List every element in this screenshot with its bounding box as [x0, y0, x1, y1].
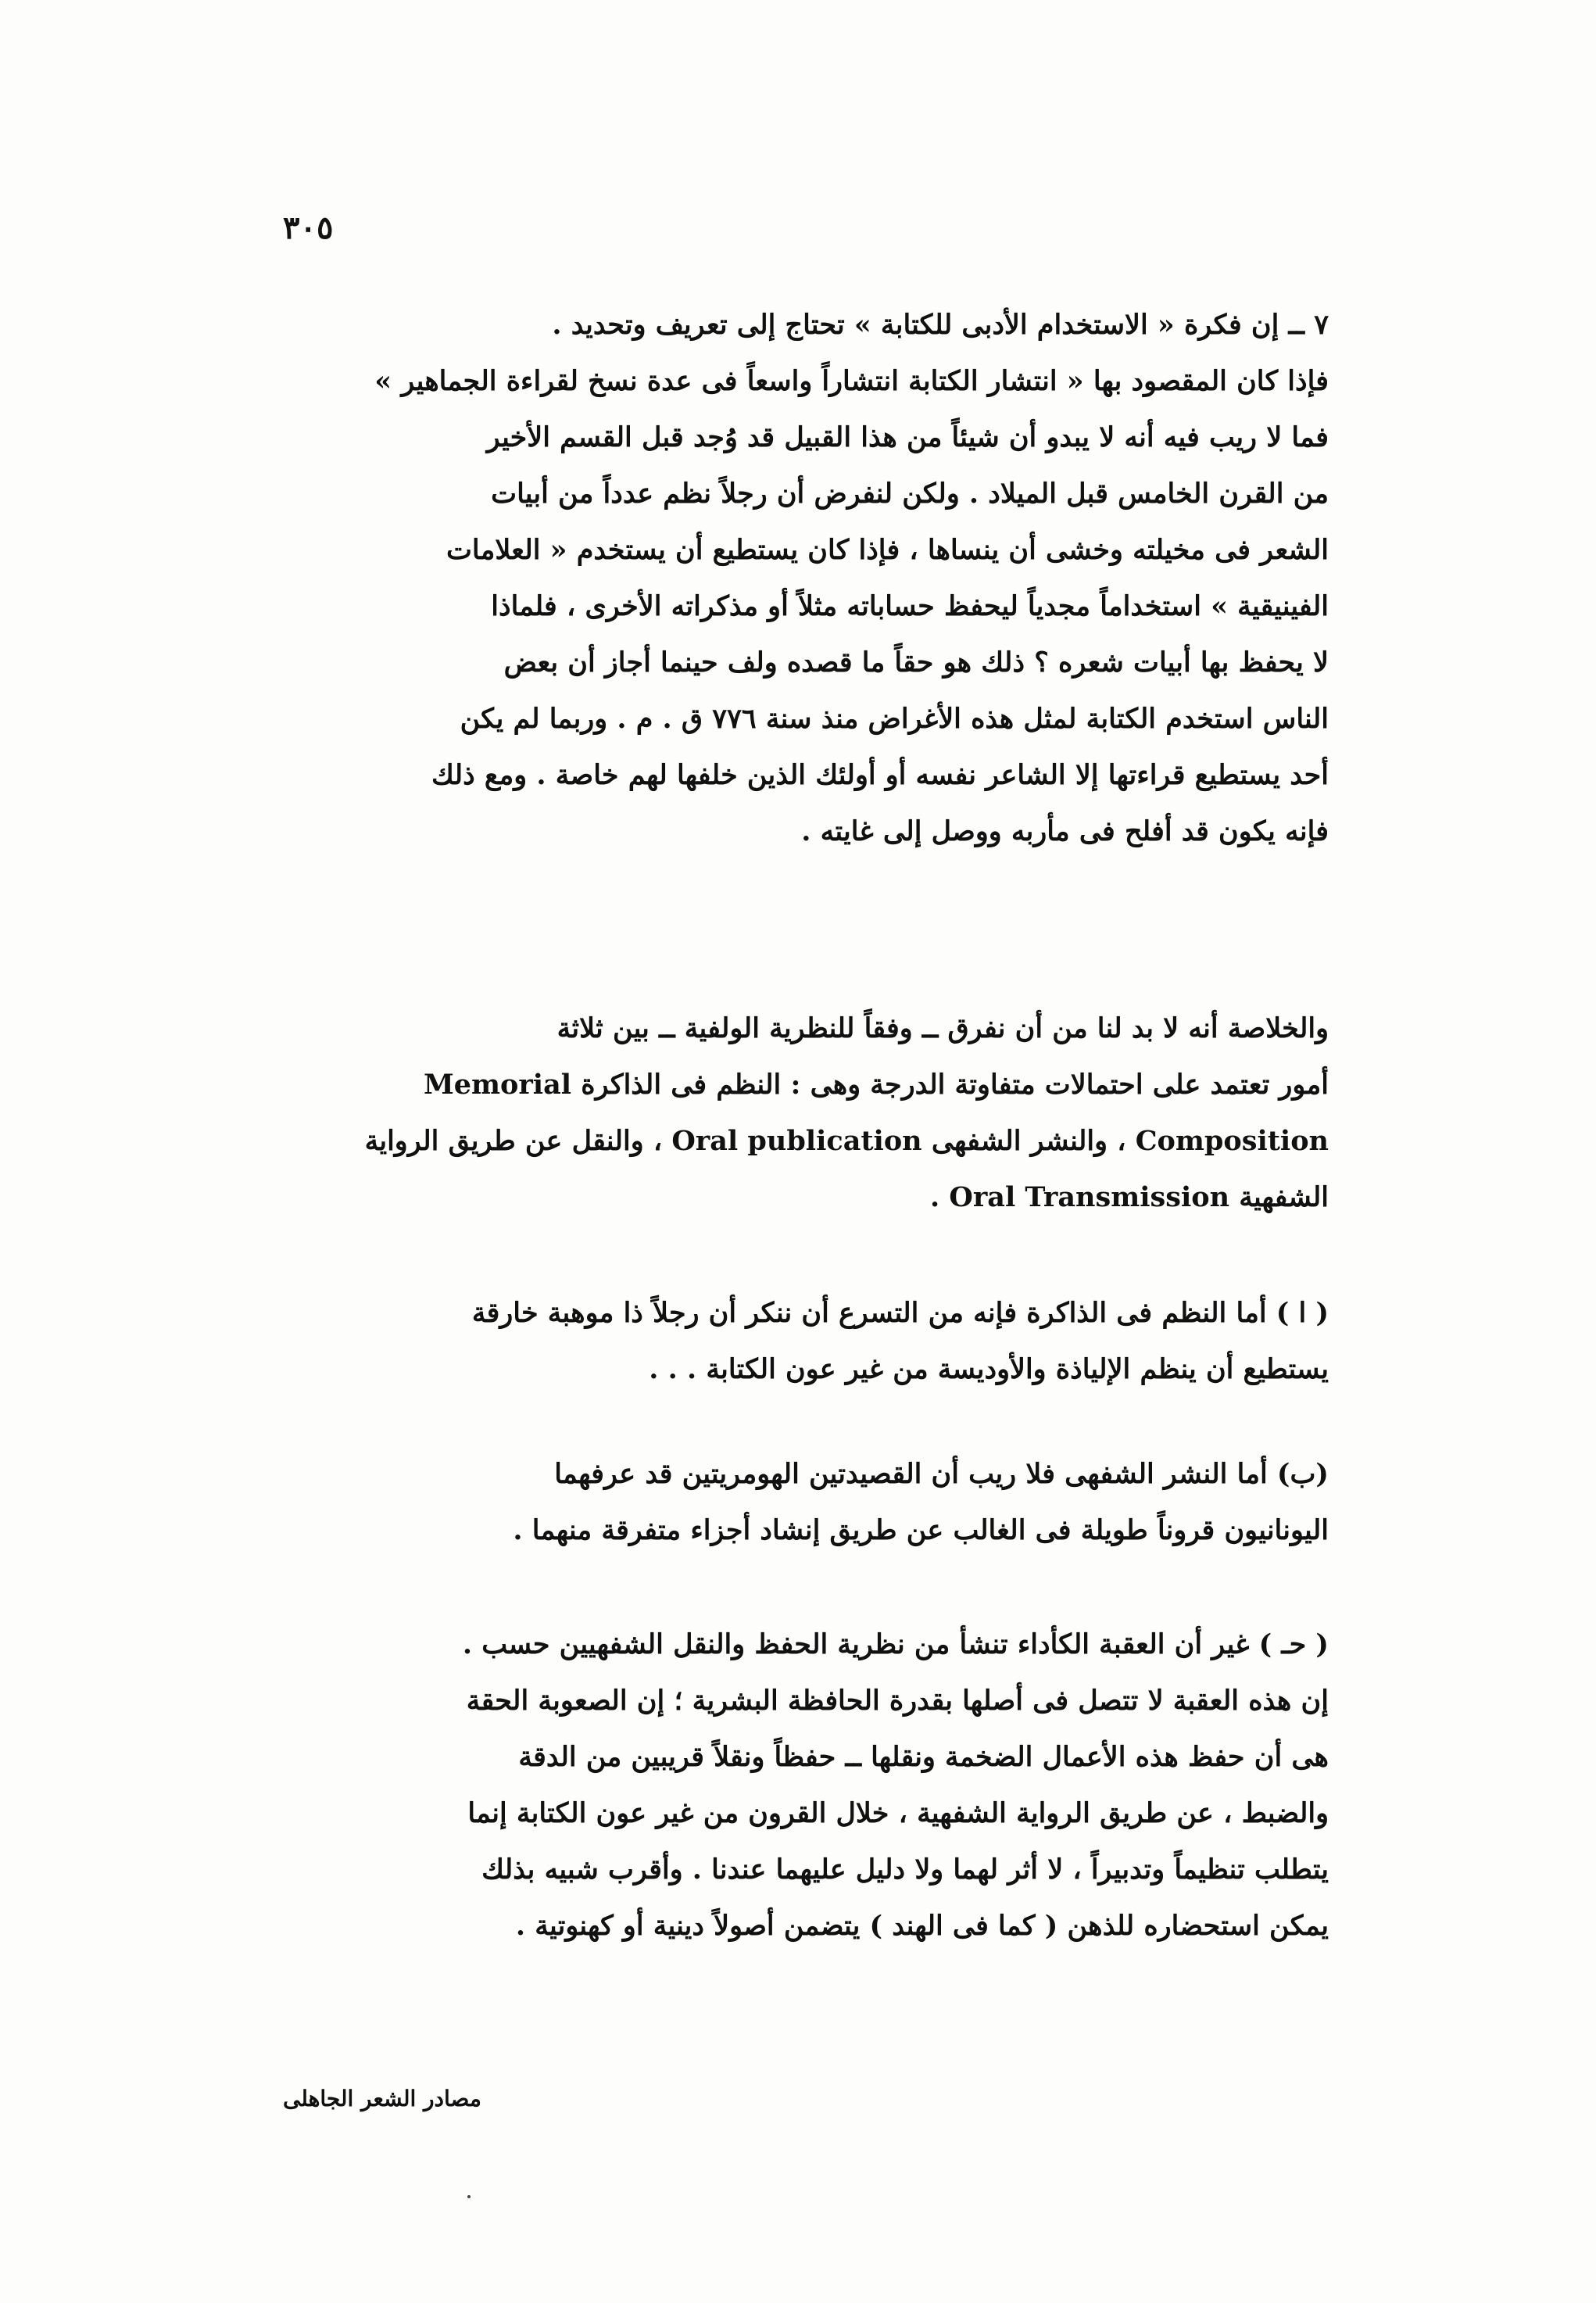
text-line: أحد يستطيع قراءتها إلا الشاعر نفسه أو أولئك الذين خلفها لهم خاصة . ومع ذلك — [431, 759, 1329, 791]
text-line: يمكن استحضاره للذهن ( كما فى الهند ) يتضمن أصولاً دينية أو كهنوتية . — [515, 1910, 1329, 1942]
text-line: هى أن حفظ هذه الأعمال الضخمة ونقلها ــ حفظاً ونقلاً قريبين من الدقة — [518, 1741, 1329, 1773]
text-line: والخلاصة أنه لا بد لنا من أن نفرق ــ وفقاً للنظرية الولفية ــ بين ثلاثة — [556, 1012, 1329, 1044]
text-line: الناس استخدم الكتابة لمثل هذه الأغراض منذ سنة ٧٧٦ ق . م . وربما لم يكن — [460, 703, 1329, 735]
text-line: ٧ ــ إن فكرة « الاستخدام الأدبى للكتابة » تحتاج إلى تعريف وتحديد . — [552, 309, 1329, 341]
page-number: ٣٠٥ — [283, 210, 334, 246]
text-line: ( ا ) أما النظم فى الذاكرة فإنه من التسرع أن ننكر أن رجلاً ذا موهبة خارقة — [471, 1297, 1329, 1329]
text-line: والضبط ، عن طريق الرواية الشفهية ، خلال القرون من غير عون الكتابة إنما — [467, 1797, 1329, 1829]
text-line: اليونانيون قروناً طويلة فى الغالب عن طريق إنشاد أجزاء متفرقة منهما . — [513, 1514, 1329, 1546]
text-line: (ب) أما النشر الشفهى فلا ريب أن القصيدتين الهومريتين قد عرفهما — [554, 1458, 1329, 1490]
text-line: إن هذه العقبة لا تتصل فى أصلها بقدرة الحافظة البشرية ؛ إن الصعوبة الحقة — [466, 1685, 1329, 1717]
text-line: يتطلب تنظيماً وتدبيراً ، لا أثر لهما ولا دليل عليهما عندنا . وأقرب شبيه بذلك — [481, 1854, 1329, 1886]
text-line: أمور تعتمد على احتمالات متفاوتة الدرجة وهى : النظم فى الذاكرة Memorial — [423, 1069, 1329, 1101]
text-line: من القرن الخامس قبل الميلاد . ولكن لنفرض أن رجلاً نظم عدداً من أبيات — [491, 478, 1329, 510]
text-line: فإذا كان المقصود بها « انتشار الكتابة انتشاراً واسعاً فى عدة نسخ لقراءة الجماهير » — [374, 365, 1329, 397]
paragraph-7 — [283, 297, 1329, 860]
paragraph-point-b — [283, 1446, 1329, 1559]
text-line: Composition ، والنشر الشفهى Oral publication ، والنقل عن طريق الرواية — [364, 1125, 1329, 1157]
text-line: ( حـ ) غير أن العقبة الكأداء تنشأ من نظرية الحفظ والنقل الشفهيين حسب . — [462, 1628, 1329, 1660]
text-line: يستطيع أن ينظم الإلياذة والأوديسة من غير عون الكتابة . . . — [649, 1353, 1329, 1385]
ink-dot — [467, 2195, 471, 2198]
text-line: فما لا ريب فيه أنه لا يبدو أن شيئاً من هذا القبيل قد وُجد قبل القسم الأخير — [486, 421, 1329, 453]
text-line: الفينيقية » استخداماً مجدياً ليحفظ حساباته مثلاً أو مذكراته الأخرى ، فلماذا — [491, 590, 1329, 622]
paragraph-point-c — [283, 1617, 1329, 1954]
paragraph-point-a — [283, 1285, 1329, 1398]
text-line: الشفهية Oral Transmission . — [929, 1181, 1329, 1213]
text-line: فإنه يكون قد أفلح فى مأربه ووصل إلى غايته . — [801, 815, 1329, 847]
text-line: الشعر فى مخيلته وخشى أن ينساها ، فإذا كان يستطيع أن يستخدم « العلامات — [446, 534, 1329, 566]
paragraph-summary — [283, 1001, 1329, 1226]
text-line: لا يحفظ بها أبيات شعره ؟ ذلك هو حقاً ما قصده ولف حينما أجاز أن بعض — [503, 646, 1329, 679]
page-footer-title: مصادر الشعر الجاهلى — [283, 2086, 481, 2111]
